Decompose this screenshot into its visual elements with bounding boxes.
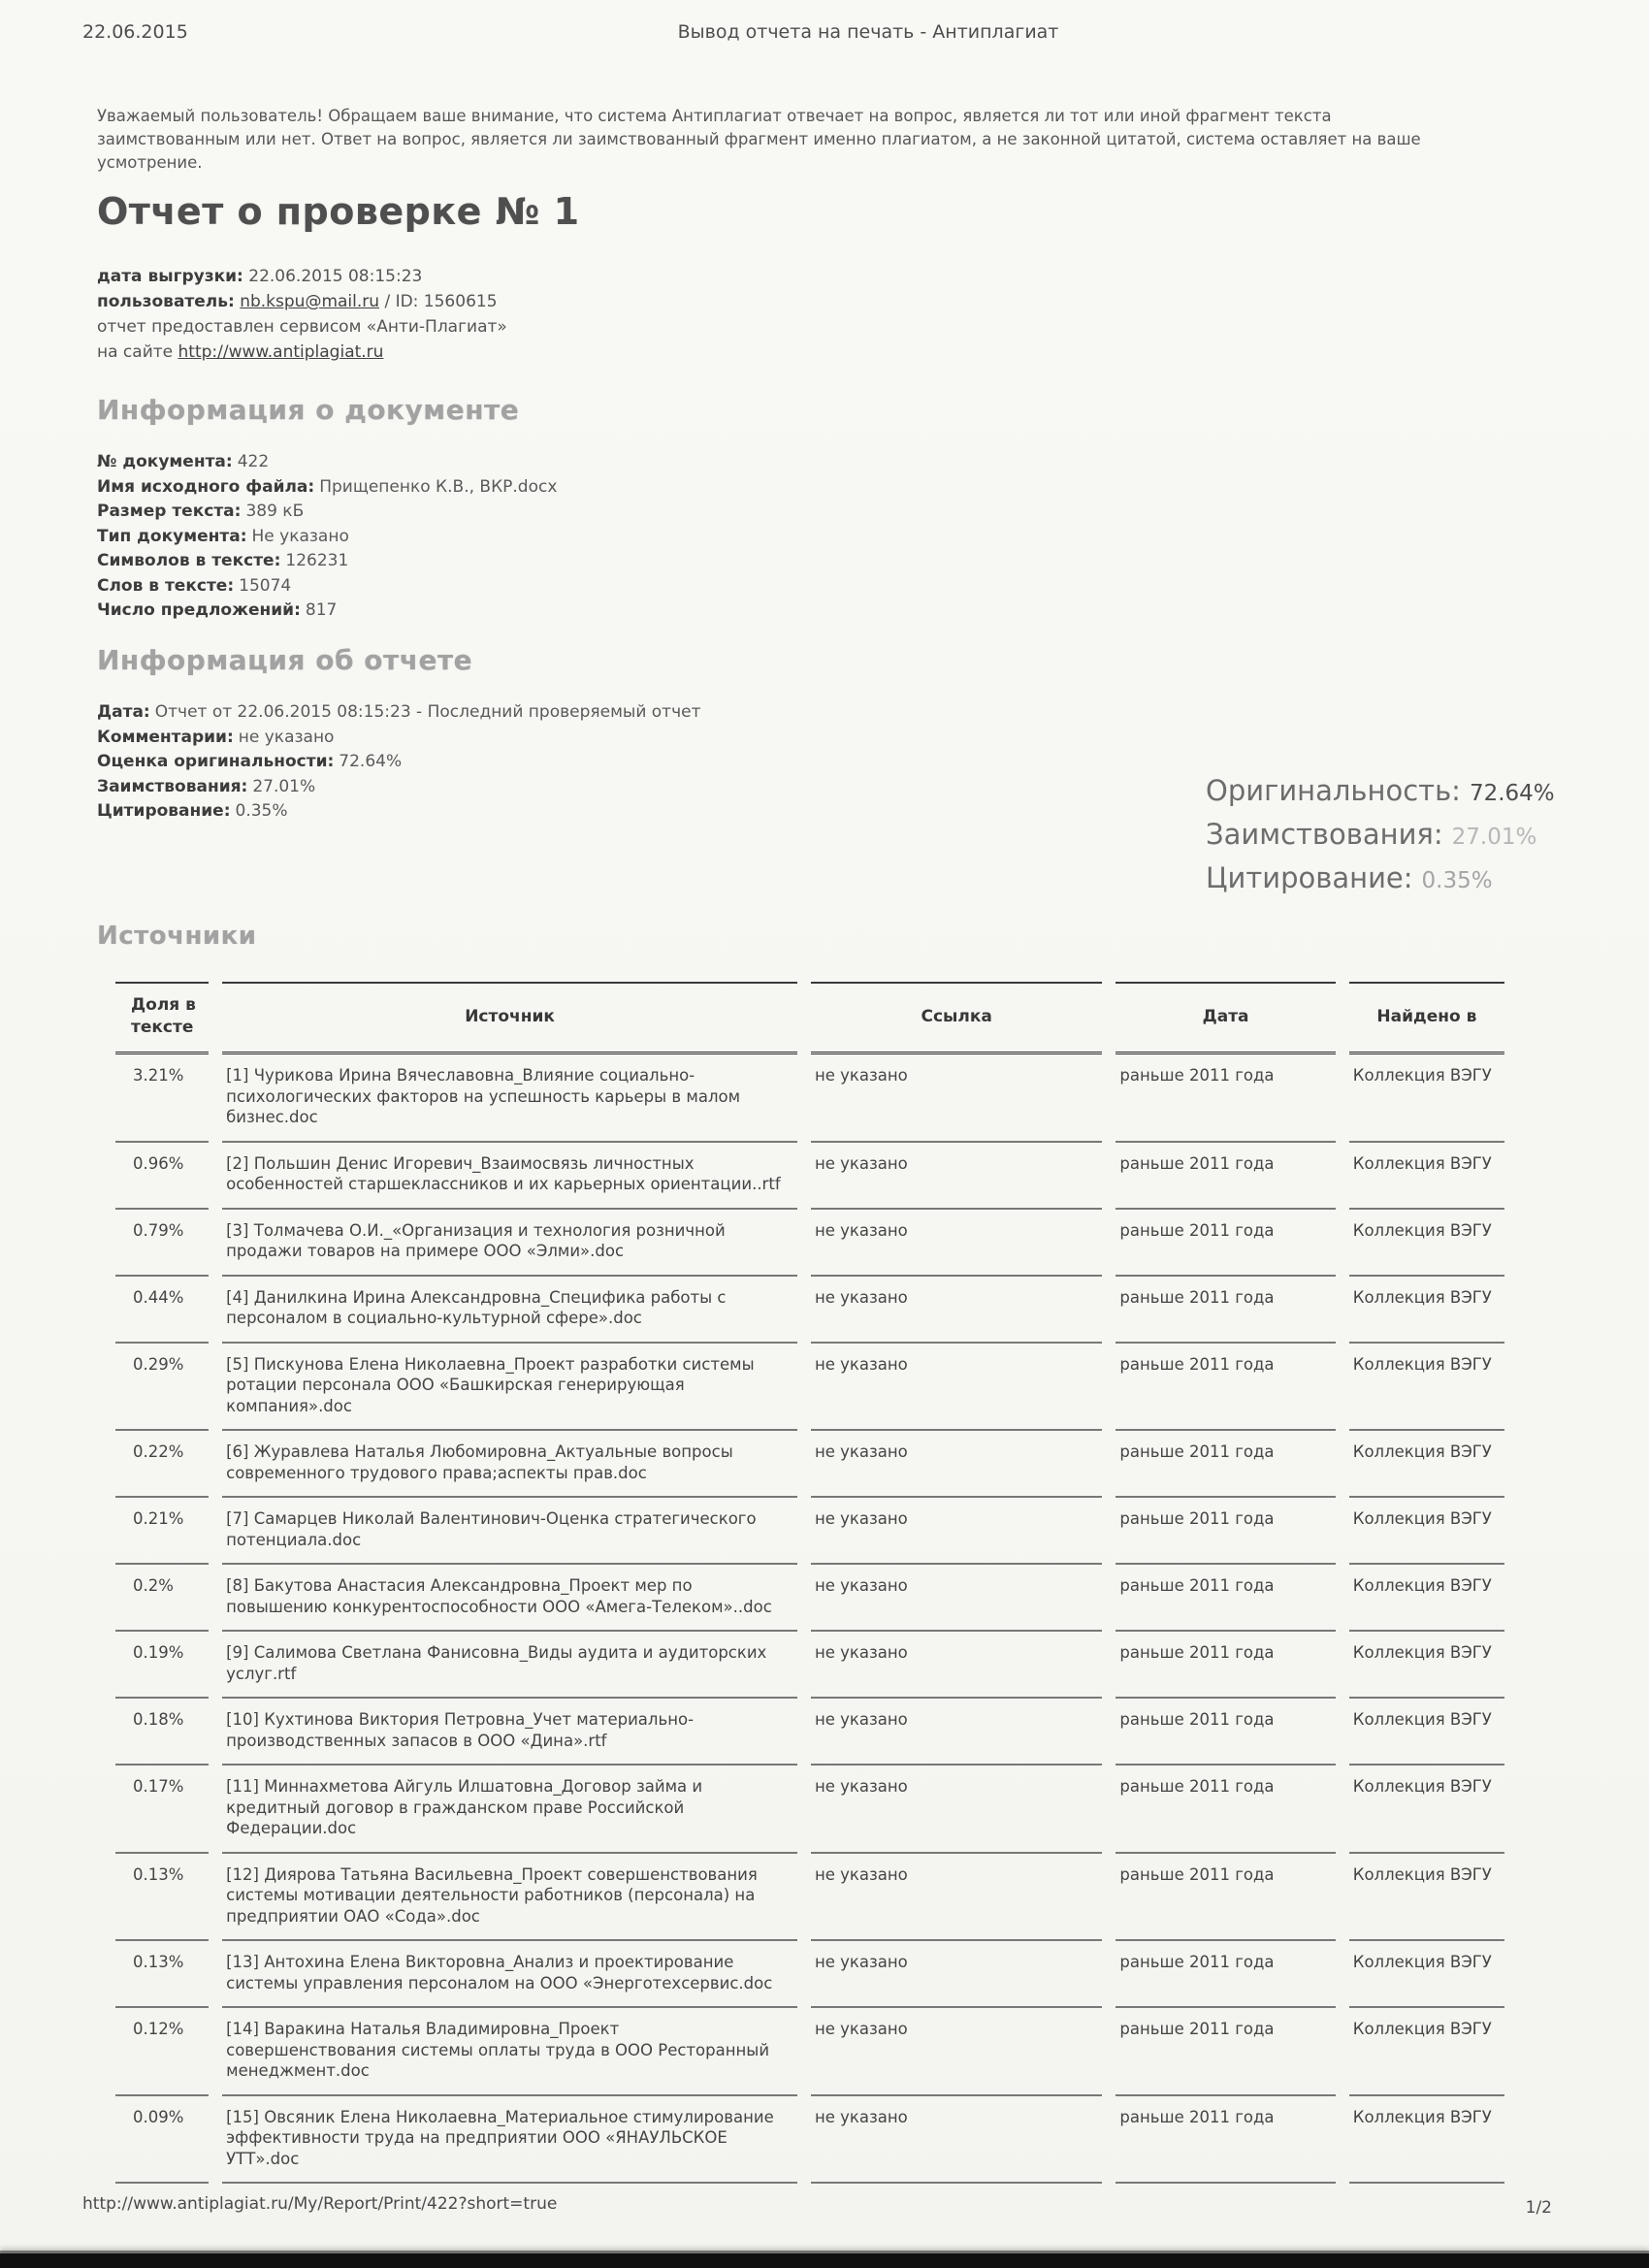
source-table-row [115,1632,1504,1699]
info-field-value: 422 [237,452,270,471]
info-field-value: не указано [238,727,335,747]
intro-note: Уважаемый пользователь! Обращаем ваше внимание, что система Антиплагиат отвечает на вопрос, является ли тот или иной фрагмент текста заимствованным или нет. Ответ на вопрос, является ли заимствованный фрагмент именно плагиатом, а не законной цитатой, система оставляет на ваше усмотрение. [97,107,1421,172]
info-field-value: 27.01% [252,776,316,796]
source-found-in-cell: Коллекция ВЭГУ [1349,1498,1504,1565]
source-title-cell: [3] Толмачева О.И._«Организация и технология розничной продажи товаров на примере ООО «Элми».doc [222,1210,797,1277]
meta-user [97,289,507,314]
source-link-cell: не указано [811,1699,1102,1766]
source-share-cell: 3.21% [115,1054,209,1143]
source-share-cell: 0.09% [115,2096,209,2185]
stat-value: 0.35% [1421,868,1493,893]
column-header-share: Доля в тексте [115,982,209,1054]
info-field-label: Символов в тексте: [97,551,281,570]
source-found-in-cell: Коллекция ВЭГУ [1349,2008,1504,2096]
info-field-value: 0.35% [235,801,288,821]
source-title-cell: [13] Антохина Елена Викторовна_Анализ и проектирование системы управления персоналом на ООО «Энерготехсервис.doc [222,1941,797,2008]
stat-line [1206,861,1555,905]
info-field-line [97,775,1116,800]
source-share-cell: 0.21% [115,1498,209,1565]
source-title-cell: [14] Варакина Наталья Владимировна_Проект совершенствования системы оплаты труда в ООО Ресторанный менеджмент.doc [222,2008,797,2096]
source-link-cell: не указано [811,1565,1102,1632]
source-title-cell: [7] Самарцев Николай Валентинович-Оценка стратегического потенциала.doc [222,1498,797,1565]
source-found-in-cell: Коллекция ВЭГУ [1349,1143,1504,1210]
meta-site [97,340,507,365]
source-table-row [115,1766,1504,1854]
source-found-in-cell: Коллекция ВЭГУ [1349,1344,1504,1432]
source-date-cell: раньше 2011 года [1116,1210,1335,1277]
source-title-cell: [5] Пискунова Елена Николаевна_Проект разработки системы ротации персонала ООО «Башкирская генерирующая компания».doc [222,1344,797,1432]
meta-user-label: пользователь: [97,292,235,311]
info-field-value: 72.64% [339,752,403,771]
source-share-cell: 0.96% [115,1143,209,1210]
source-date-cell: раньше 2011 года [1116,1766,1335,1854]
info-field-label: Имя исходного файла: [97,476,315,497]
source-link-cell: не указано [811,1431,1102,1498]
info-field-label: Заимствования: [97,776,248,796]
source-link-cell: не указано [811,1854,1102,1942]
report-title: Отчет о проверке № 1 [97,190,580,233]
source-table-row [115,1143,1504,1210]
sources-table-header-row [115,982,1504,1054]
info-field-value: 389 кБ [245,502,305,521]
info-field-label: Оценка оригинальности: [97,752,335,771]
info-field-line [97,574,557,599]
column-header-link: Ссылка [811,982,1102,1054]
column-header-source: Источник [222,982,797,1054]
source-date-cell: раньше 2011 года [1116,1498,1335,1565]
source-share-cell: 0.13% [115,1854,209,1942]
source-found-in-cell: Коллекция ВЭГУ [1349,1854,1504,1942]
source-found-in-cell: Коллекция ВЭГУ [1349,1632,1504,1699]
source-found-in-cell: Коллекция ВЭГУ [1349,1431,1504,1498]
source-date-cell: раньше 2011 года [1116,2096,1335,2185]
source-share-cell: 0.19% [115,1632,209,1699]
source-table-row [115,1941,1504,2008]
print-header-date: 22.06.2015 [82,21,188,43]
info-field-line [97,475,557,501]
meta-upload-date-label: дата выгрузки: [97,267,243,286]
source-date-cell: раньше 2011 года [1116,1699,1335,1766]
info-field-value: Прищепенко К.В., ВКР.docx [319,476,558,497]
source-date-cell: раньше 2011 года [1116,1565,1335,1632]
stat-line [1206,774,1555,818]
column-header-date: Дата [1116,982,1335,1054]
source-share-cell: 0.44% [115,1277,209,1344]
source-title-cell: [6] Журавлева Наталья Любомировна_Актуальные вопросы современного трудового права;аспекты прав.doc [222,1431,797,1498]
source-link-cell: не указано [811,2008,1102,2096]
info-field-value: Отчет от 22.06.2015 08:15:23 - Последний проверяемый отчет [154,702,701,722]
source-share-cell: 0.17% [115,1766,209,1854]
source-found-in-cell: Коллекция ВЭГУ [1349,1565,1504,1632]
user-email-link[interactable]: nb.kspu@mail.ru [240,292,380,311]
info-field-label: Цитирование: [97,801,231,821]
info-field-line [97,500,557,525]
source-title-cell: [10] Кухтинова Виктория Петровна_Учет материально-производственных запасов в ООО «Дина».rtf [222,1699,797,1766]
info-field-label: Дата: [97,702,150,722]
info-field-value: 126231 [285,551,349,570]
source-share-cell: 0.22% [115,1431,209,1498]
source-date-cell: раньше 2011 года [1116,1344,1335,1432]
source-title-cell: [15] Овсяник Елена Николаевна_Материальное стимулирование эффективности труда на предприятии ООО «ЯНАУЛЬСКОЕ УТТ».doc [222,2096,797,2185]
info-field-line [97,799,1116,825]
source-table-row [115,1431,1504,1498]
stat-value: 27.01% [1451,825,1537,850]
source-title-cell: [4] Данилкина Ирина Александровна_Специфика работы с персоналом в социально-культурной сфере».doc [222,1277,797,1344]
doc-info-section-title: Информация о документе [97,394,520,426]
info-field-label: Слов в тексте: [97,575,235,596]
info-field-value: 817 [305,600,338,620]
source-date-cell: раньше 2011 года [1116,1277,1335,1344]
source-link-cell: не указано [811,1498,1102,1565]
source-found-in-cell: Коллекция ВЭГУ [1349,1054,1504,1143]
info-field-line [97,599,557,624]
meta-upload-date [97,264,507,289]
meta-service-line: отчет предоставлен сервисом «Анти-Плагиат» [97,317,507,337]
report-meta [97,264,507,365]
source-date-cell: раньше 2011 года [1116,2008,1335,2096]
source-found-in-cell: Коллекция ВЭГУ [1349,1277,1504,1344]
source-table-row [115,2008,1504,2096]
source-table-row [115,1699,1504,1766]
info-field-label: Размер текста: [97,502,242,521]
source-table-row [115,2096,1504,2185]
info-field-line [97,726,1116,751]
info-field-line [97,549,557,574]
source-title-cell: [2] Польшин Денис Игоревич_Взаимосвязь личностных особенностей старшеклассников и их карьерных ориентации..rtf [222,1143,797,1210]
info-field-label: Число предложений: [97,600,301,620]
source-link-cell: не указано [811,1210,1102,1277]
source-table-row [115,1565,1504,1632]
source-found-in-cell: Коллекция ВЭГУ [1349,1941,1504,2008]
source-link-cell: не указано [811,1054,1102,1143]
source-date-cell: раньше 2011 года [1116,1143,1335,1210]
source-link-cell: не указано [811,1344,1102,1432]
report-info-fields [97,700,1116,825]
source-date-cell: раньше 2011 года [1116,1854,1335,1942]
source-share-cell: 0.29% [115,1344,209,1432]
source-link-cell: не указано [811,1766,1102,1854]
source-table-row [115,1344,1504,1432]
site-url-link[interactable]: http://www.antiplagiat.ru [178,342,384,362]
originality-stats [1206,774,1555,905]
source-share-cell: 0.79% [115,1210,209,1277]
source-title-cell: [9] Салимова Светлана Фанисовна_Виды аудита и аудиторских услуг.rtf [222,1632,797,1699]
source-table-row [115,1054,1504,1143]
source-title-cell: [11] Миннахметова Айгуль Илшатовна_Договор займа и кредитный договор в гражданском праве Российской Федерации.doc [222,1766,797,1854]
meta-upload-date-value: 22.06.2015 08:15:23 [248,267,423,286]
source-date-cell: раньше 2011 года [1116,1941,1335,2008]
meta-site-prefix: на сайте [97,342,174,362]
info-field-label: № документа: [97,452,233,471]
source-link-cell: не указано [811,2096,1102,2185]
source-date-cell: раньше 2011 года [1116,1431,1335,1498]
info-field-label: Тип документа: [97,526,247,546]
footer-url: http://www.antiplagiat.ru/My/Report/Print/422?short=true [82,2194,558,2214]
source-found-in-cell: Коллекция ВЭГУ [1349,1699,1504,1766]
stat-label: Оригинальность: [1206,774,1461,807]
column-header-found-in: Найдено в [1349,982,1504,1054]
source-date-cell: раньше 2011 года [1116,1054,1335,1143]
footer-page-number: 1/2 [1525,2198,1552,2218]
source-share-cell: 0.13% [115,1941,209,2008]
source-table-row [115,1210,1504,1277]
source-title-cell: [12] Диярова Татьяна Васильевна_Проект совершенствования системы мотивации деятельности работников (персонала) на предприятии ОАО «Сода».doc [222,1854,797,1942]
source-share-cell: 0.12% [115,2008,209,2096]
source-table-row [115,1854,1504,1942]
source-share-cell: 0.2% [115,1565,209,1632]
source-link-cell: не указано [811,1277,1102,1344]
source-title-cell: [8] Бакутова Анастасия Александровна_Проект мер по повышению конкурентоспособности ООО «Амега-Телеком»..doc [222,1565,797,1632]
info-field-line [97,525,557,550]
info-field-line [97,750,1116,775]
source-link-cell: не указано [811,1632,1102,1699]
stat-label: Цитирование: [1206,861,1413,894]
info-field-line [97,700,1116,726]
source-title-cell: [1] Чурикова Ирина Вячеславовна_Влияние социально-психологических факторов на успешность карьеры в малом бизнес.doc [222,1054,797,1143]
stat-value: 72.64% [1469,781,1555,806]
info-field-line [97,450,557,475]
source-date-cell: раньше 2011 года [1116,1632,1335,1699]
report-info-section-title: Информация об отчете [97,644,473,676]
info-field-value: 15074 [239,575,292,596]
source-found-in-cell: Коллекция ВЭГУ [1349,1766,1504,1854]
info-field-value: Не указано [251,526,349,546]
print-header-title: Вывод отчета на печать - Антиплагиат [677,21,1059,43]
source-found-in-cell: Коллекция ВЭГУ [1349,1210,1504,1277]
meta-user-id: / ID: 1560615 [384,292,498,311]
source-table-row [115,1277,1504,1344]
info-field-label: Комментарии: [97,727,234,747]
stat-label: Заимствования: [1206,818,1443,851]
source-found-in-cell: Коллекция ВЭГУ [1349,2096,1504,2185]
source-link-cell: не указано [811,1941,1102,2008]
scan-edge-artifact [0,2253,1649,2268]
doc-info-fields [97,450,557,624]
sources-table [102,982,1518,2184]
source-link-cell: не указано [811,1143,1102,1210]
source-share-cell: 0.18% [115,1699,209,1766]
sources-section-title: Источники [97,922,257,951]
source-table-row [115,1498,1504,1565]
stat-line [1206,818,1555,861]
